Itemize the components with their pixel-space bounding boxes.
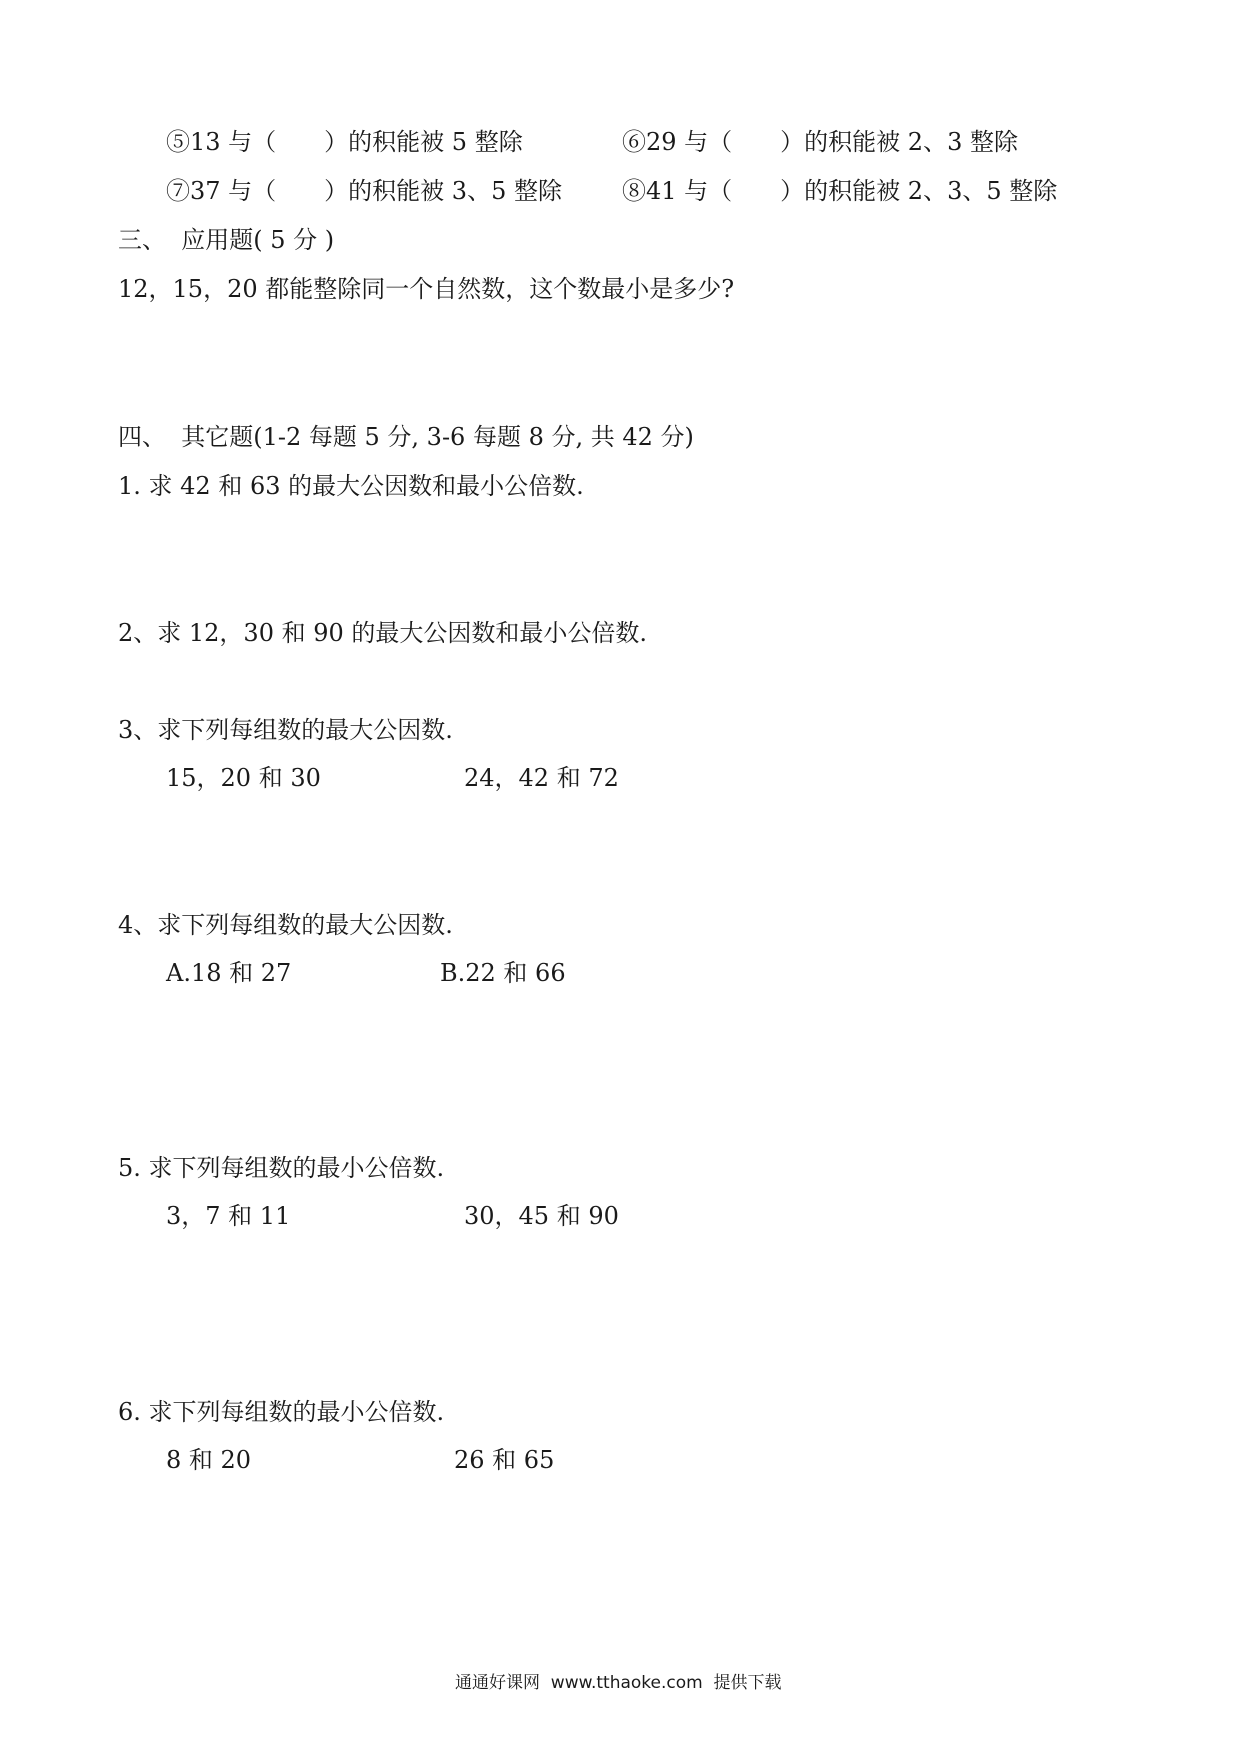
question-7: ⑦37 与（ ）的积能被 3、5 整除: [166, 177, 562, 205]
section4-q1: 1. 求 42 和 63 的最大公因数和最小公倍数.: [118, 472, 584, 500]
section4-q4-a: A.18 和 27: [166, 959, 292, 987]
section4-q3: 3、求下列每组数的最大公因数.: [118, 716, 453, 744]
question-8: ⑧41 与（ ）的积能被 2、3、5 整除: [622, 177, 1058, 205]
section4-q5-b: 30，45 和 90: [464, 1202, 619, 1230]
question-6: ⑥29 与（ ）的积能被 2、3 整除: [622, 128, 1018, 156]
section4-q5: 5. 求下列每组数的最小公倍数.: [118, 1154, 445, 1182]
footer-source: 通通好课网 www.tthaoke.com 提供下载: [455, 1673, 782, 1693]
section3-heading: 三、 应用题( 5 分 ): [118, 226, 335, 254]
section4-q3-b: 24，42 和 72: [464, 764, 619, 792]
section3-question: 12，15，20 都能整除同一个自然数，这个数最小是多少?: [118, 275, 735, 303]
section4-q2: 2、求 12，30 和 90 的最大公因数和最小公倍数.: [118, 619, 648, 647]
section4-q4: 4、求下列每组数的最大公因数.: [118, 911, 453, 939]
section4-q6-b: 26 和 65: [454, 1446, 555, 1474]
section4-q4-b: B.22 和 66: [440, 959, 566, 987]
question-5: ⑤13 与（ ）的积能被 5 整除: [166, 128, 523, 156]
section4-q6-a: 8 和 20: [166, 1446, 252, 1474]
section4-q3-a: 15，20 和 30: [166, 764, 321, 792]
section4-heading: 四、 其它题(1-2 每题 5 分, 3-6 每题 8 分, 共 42 分): [118, 423, 694, 451]
section4-q5-a: 3，7 和 11: [166, 1202, 291, 1230]
section4-q6: 6. 求下列每组数的最小公倍数.: [118, 1398, 445, 1426]
